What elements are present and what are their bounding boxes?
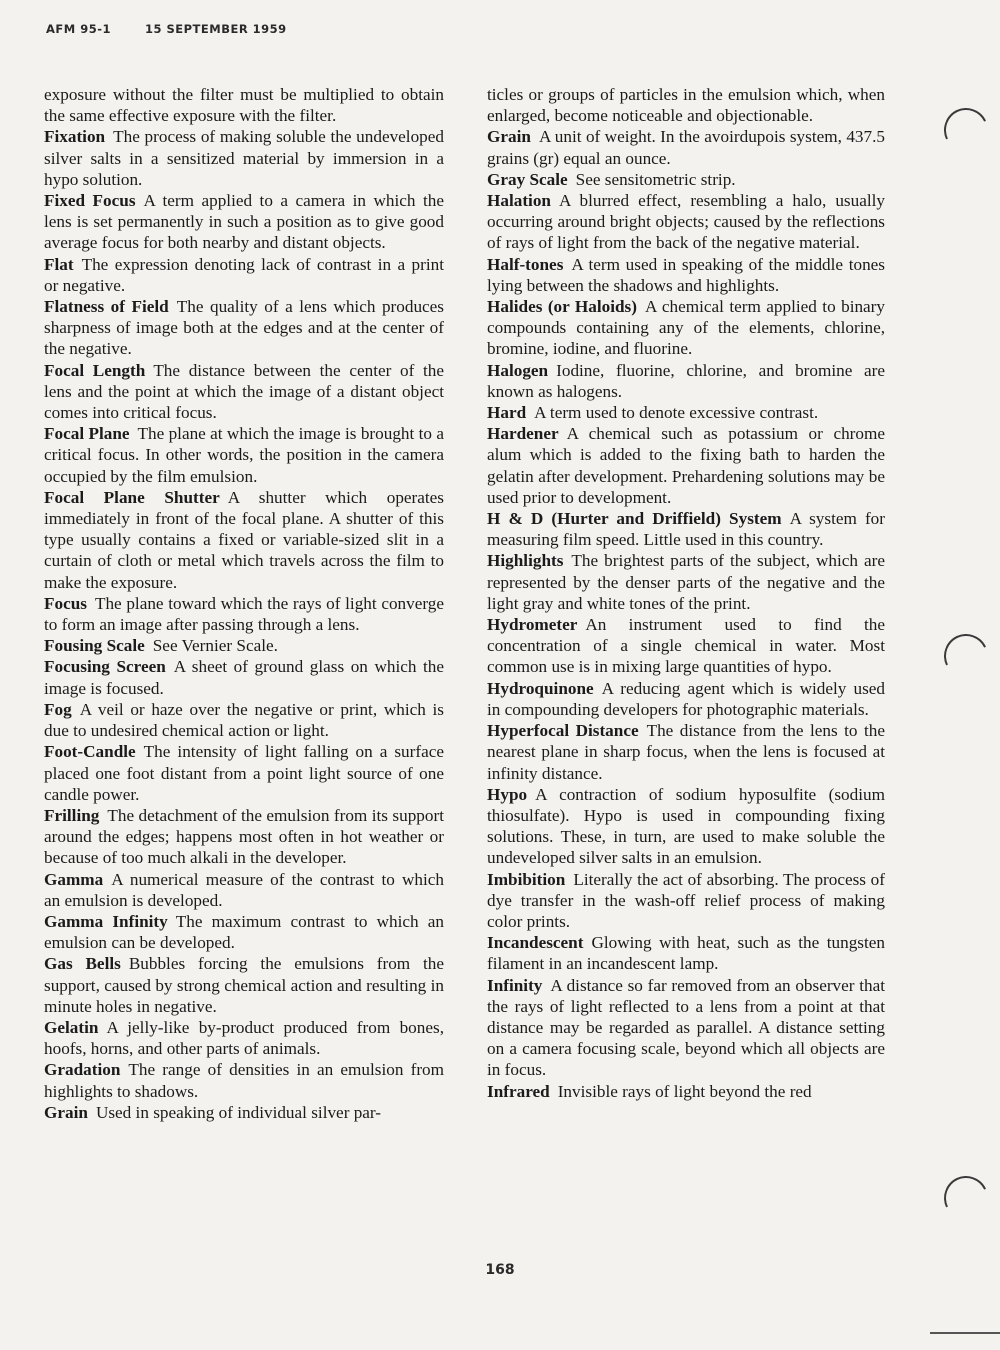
glossary-definition: Invisible rays of light beyond the red — [557, 1081, 812, 1101]
glossary-term: Focal Length — [44, 360, 146, 380]
glossary-term: Halides (or Haloids) — [487, 297, 637, 317]
page-edge-line — [930, 1332, 1000, 1334]
glossary-entry — [44, 1059, 444, 1101]
glossary-definition: Used in speaking of individual silver par- — [95, 1102, 382, 1122]
glossary-entry — [487, 190, 885, 254]
glossary-entry — [487, 169, 885, 190]
glossary-entry — [487, 1081, 885, 1102]
glossary-term: Hydrometer — [487, 615, 578, 635]
glossary-definition: A contraction of sodium hyposulfite (sodium thiosulfate). Hypo is used in compounding fixing solutions. These, in turn, are used to make soluble the undeveloped silver salts in an emulsion. — [487, 784, 885, 868]
glossary-entry — [487, 254, 885, 296]
glossary-term: Gradation — [44, 1060, 121, 1080]
glossary-definition: A numerical measure of the contrast to which an emulsion is developed. — [44, 869, 444, 910]
glossary-term: Focusing Screen — [44, 657, 166, 677]
glossary-term: Infrared — [487, 1081, 550, 1101]
glossary-entry — [487, 550, 885, 614]
glossary-entry — [44, 254, 444, 296]
glossary-definition: A sheet of ground glass on which the image is focused. — [44, 657, 445, 698]
glossary-definition: The process of making soluble the undeveloped silver salts in a sensitized material by immersion in a hypo solution. — [44, 127, 444, 189]
glossary-entry — [487, 678, 885, 720]
glossary-definition: The distance between the center of the lens and the point at which the image of a distant object comes into critical focus. — [44, 360, 444, 423]
glossary-term: Hyperfocal Distance — [487, 721, 639, 741]
glossary-term: Gas Bells — [44, 954, 121, 974]
glossary-definition: Literally the act of absorbing. The process of dye transfer in the wash-off relief process of making color prints. — [487, 869, 885, 931]
glossary-term: Gray Scale — [487, 169, 568, 189]
glossary-definition: exposure without the filter must be multiplied to obtain the same effective exposure with the filter. — [44, 85, 444, 126]
glossary-entry — [44, 360, 444, 424]
glossary-definition: A unit of weight. In the avoirdupois system, 437.5 grains (gr) equal an ounce. — [487, 127, 885, 168]
glossary-entry — [44, 126, 444, 190]
glossary-term: Focus — [44, 593, 87, 613]
glossary-entry — [487, 126, 885, 168]
glossary-entry — [44, 1017, 444, 1059]
glossary-term: Halation — [487, 191, 551, 211]
glossary-entry — [487, 423, 885, 508]
glossary-entry — [487, 508, 885, 550]
glossary-entry — [487, 360, 885, 402]
glossary-entry — [487, 84, 885, 126]
glossary-entry — [44, 656, 444, 698]
glossary-term: Focal Plane Shutter — [44, 487, 220, 507]
glossary-definition: The plane at which the image is brought to a critical focus. In other words, the position in the camera occupied by the film emulsion. — [44, 424, 444, 486]
glossary-definition: A blurred effect, resembling a halo, usually occurring around bright objects; caused by the reflections of rays of light from the back of the negative material. — [487, 191, 885, 253]
glossary-term: Halogen — [487, 360, 549, 380]
glossary-definition: A term applied to a camera in which the lens is set permanently in such a position as to give good average focus for both nearby and distant objects. — [44, 191, 444, 253]
glossary-entry — [44, 487, 444, 593]
document-id: AFM 95-1 — [46, 22, 111, 36]
glossary-entry — [487, 614, 885, 678]
glossary-term: Incandescent — [487, 933, 584, 953]
glossary-definition: A reducing agent which is widely used in compounding developers for photographic materials. — [487, 678, 885, 719]
glossary-definition: The brightest parts of the subject, which are represented by the denser parts of the negative and the light gray and white tones of the print. — [487, 551, 885, 613]
glossary-definition: See sensitometric strip. — [575, 169, 736, 189]
left-column — [44, 84, 444, 1123]
glossary-term: Hydroquinone — [487, 678, 594, 698]
glossary-definition: Glowing with heat, such as the tungsten filament in an incandescent lamp. — [487, 933, 885, 974]
glossary-entry — [44, 1102, 444, 1123]
glossary-term: H & D (Hurter and Driffield) System — [487, 509, 782, 529]
glossary-term: Fousing Scale — [44, 636, 145, 656]
glossary-term: Hardener — [487, 424, 559, 444]
glossary-definition: Iodine, fluorine, chlorine, and bromine are known as halogens. — [487, 360, 885, 401]
page-header — [46, 22, 287, 36]
glossary-term: Gamma Infinity — [44, 911, 168, 931]
glossary-term: Hard — [487, 403, 527, 423]
glossary-entry — [44, 869, 444, 911]
glossary-term: Grain — [44, 1102, 88, 1122]
right-column — [487, 84, 885, 1102]
glossary-entry — [487, 296, 885, 360]
glossary-entry — [487, 402, 885, 423]
glossary-definition: See Vernier Scale. — [152, 636, 278, 656]
glossary-entry — [44, 911, 444, 953]
glossary-entry — [44, 953, 444, 1017]
glossary-definition: The distance from the lens to the nearest plane in sharp focus, when the lens is focused at infinity distance. — [487, 721, 885, 783]
glossary-entry — [487, 784, 885, 869]
glossary-entry — [44, 593, 444, 635]
glossary-definition: The detachment of the emulsion from its support around the edges; happens most often in hot weather or because of too much alkali in the developer. — [44, 805, 444, 868]
glossary-definition: A shutter which operates immediately in front of the focal plane. A shutter of this type usually contains a fixed or variable-sized slit in a curtain of cloth or metal which travels across the film to make the exposure. — [44, 487, 444, 592]
glossary-entry — [44, 190, 444, 254]
glossary-entry — [44, 84, 444, 126]
glossary-definition: A term used in speaking of the middle tones lying between the shadows and highlights. — [487, 254, 885, 295]
glossary-term: Fixed Focus — [44, 191, 136, 211]
glossary-definition: An instrument used to find the concentration of a single chemical in water. Most common use is in mixing large quantities of hypo. — [487, 615, 885, 677]
glossary-term: Imbibition — [487, 869, 566, 889]
document-date: 15 SEPTEMBER 1959 — [144, 22, 287, 36]
glossary-entry — [44, 423, 444, 487]
glossary-term: Gamma — [44, 869, 104, 889]
glossary-term: Flatness of Field — [44, 297, 169, 317]
glossary-term: Flat — [44, 254, 74, 274]
glossary-term: Frilling — [44, 805, 100, 825]
glossary-definition: The expression denoting lack of contrast in a print or negative. — [44, 254, 444, 295]
glossary-term: Fixation — [44, 127, 106, 147]
glossary-definition: A jelly-like by-product produced from bones, hoofs, horns, and other parts of animals. — [44, 1017, 444, 1059]
page-number: 168 — [485, 1262, 515, 1278]
glossary-entry — [487, 869, 885, 933]
glossary-entry — [487, 932, 885, 974]
glossary-definition: The intensity of light falling on a surface placed one foot distant from a point light source of one candle power. — [44, 742, 444, 804]
glossary-entry — [44, 805, 444, 869]
glossary-definition: The quality of a lens which produces sharpness of image both at the edges and at the center of the negative. — [44, 297, 444, 359]
glossary-definition: Bubbles forcing the emulsions from the support, caused by strong chemical action and resulting in minute holes in negative. — [44, 954, 444, 1016]
glossary-definition: The range of densities in an emulsion from highlights to shadows. — [44, 1060, 444, 1101]
glossary-term: Infinity — [487, 975, 543, 995]
glossary-term: Half-tones — [487, 254, 564, 274]
glossary-definition: The plane toward which the rays of light converge to form an image after passing through a lens. — [44, 593, 444, 635]
glossary-definition: A term used to denote excessive contrast. — [534, 403, 819, 423]
glossary-entry — [44, 741, 444, 805]
glossary-term: Grain — [487, 127, 531, 147]
binder-hole-icon — [938, 102, 994, 158]
glossary-term: Focal Plane — [44, 424, 130, 444]
glossary-entry — [44, 699, 444, 741]
glossary-term: Highlights — [487, 551, 564, 571]
glossary-definition: ticles or groups of particles in the emulsion which, when enlarged, become noticeable and objectionable. — [487, 85, 885, 126]
glossary-term: Fog — [44, 699, 72, 719]
glossary-definition: The maximum contrast to which an emulsion can be developed. — [44, 911, 444, 953]
glossary-entry — [487, 975, 885, 1081]
glossary-entry — [487, 720, 885, 784]
glossary-definition: A distance so far removed from an observer that the rays of light reflected to a lens from a point at that distance may be regarded as parallel. A distance setting on a camera focusing scale, beyond which all objects are in focus. — [487, 975, 885, 1080]
glossary-definition: A chemical term applied to binary compounds containing any of the elements, chlorine, bromine, iodine, and fluorine. — [487, 297, 886, 359]
glossary-term: Foot-Candle — [44, 742, 136, 762]
glossary-entry — [44, 635, 444, 656]
glossary-definition: A chemical such as potassium or chrome alum which is added to the fixing bath to harden the gelatin after development. Prehardening solutions may be used prior to development. — [487, 424, 885, 507]
glossary-entry — [44, 296, 444, 360]
glossary-definition: A system for measuring film speed. Little used in this country. — [487, 509, 885, 550]
glossary-term: Hypo — [487, 784, 528, 804]
glossary-definition: A veil or haze over the negative or print, which is due to undesired chemical action or light. — [44, 699, 444, 741]
glossary-term: Gelatin — [44, 1017, 99, 1037]
binder-hole-icon — [938, 628, 994, 684]
binder-hole-icon — [938, 1170, 994, 1226]
